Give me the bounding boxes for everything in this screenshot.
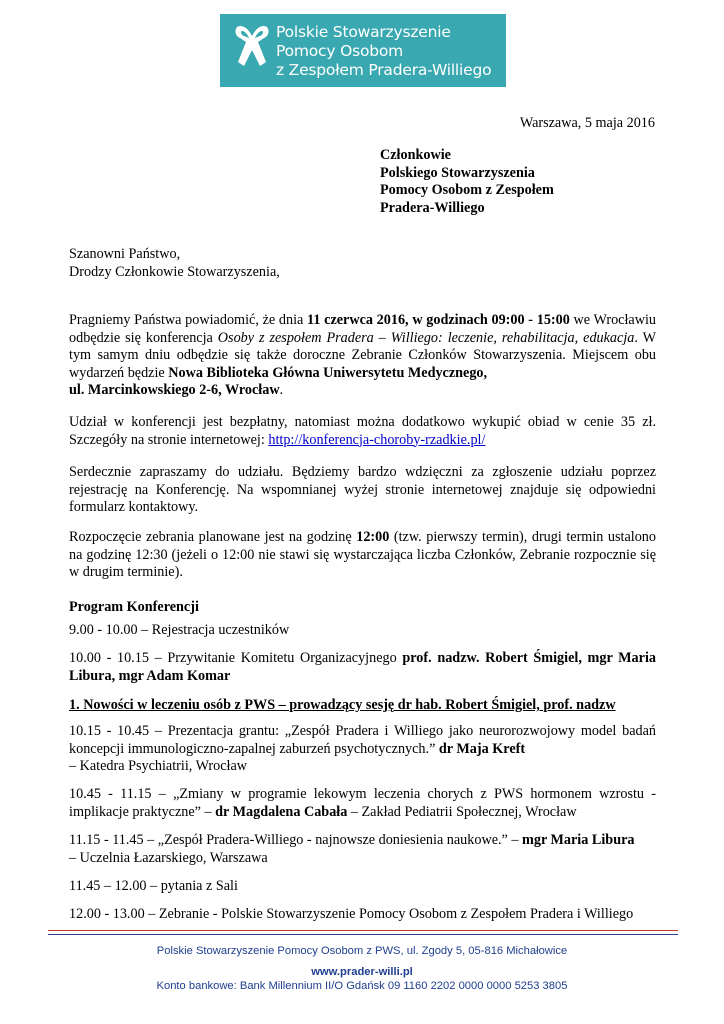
recipient-line: Pradera-Williego [380,199,485,216]
recipient-line: Polskiego Stowarzyszenia [380,164,535,181]
greeting [69,246,280,281]
paragraph-registration: Serdecznie zapraszamy do udziału. Będziemy bardzo wdzięczni za zgłoszenie udziału poprzez rejestrację na Konferencję. Na wspomnianej wyżej stronie internetowej znajduje się odpowiedni formularz kontaktowy. [69,464,656,515]
venue-address: ul. Marcinkowskiego 2-6, Wrocław [69,382,280,398]
text: Udział w konferencji jest bezpłatny, natomiast można dodatkowo wykupić obiad w cenie 35 zł. Szczegóły na stronie internetowej: [69,414,656,448]
footer-website[interactable]: www.prader-willi.pl [311,966,413,978]
speakers: prof. nadzw. Robert Śmigiel, mgr Maria Libura, mgr Adam Komar [69,650,656,684]
recipient-line: Pomocy Osobom z Zespołem [380,182,554,198]
speaker: dr Magdalena Cabała [215,803,348,820]
organization-logo [220,14,506,87]
conference-title: Osoby z zespołem Pradera – Williego: leczenie, rehabilitacja, edukacja [217,329,635,346]
text: Rozpoczęcie zebrania planowane jest na godzinę [69,529,357,545]
program-item: 9.00 - 10.00 – Rejestracja uczestników [69,622,290,638]
text: 11.15 - 11.45 – „Zespół Pradera-Williego - najnowsze doniesienia naukowe.” – [69,832,523,848]
program-item: 11.45 – 12.00 – pytania z Sali [69,878,238,894]
affiliation: – Zakład Pediatrii Społecznej, Wrocław [347,803,577,820]
program-item [69,832,656,867]
recipient-block [380,147,554,217]
text: we Wrocławiu odbędzie się konferencja [69,312,656,346]
text: . [279,382,284,398]
recipient-line: Członkowie [380,147,451,163]
speaker: mgr Maria Libura [522,832,635,848]
logo-line: Polskie Stowarzyszenie [276,23,451,41]
event-date-time: 11 czerwca 2016, w godzinach 09:00 - 15:00 [307,312,570,328]
text: Pragniemy Państwa powiadomić, że dnia [69,312,308,328]
affiliation: – Katedra Psychiatrii, Wrocław [69,758,248,774]
footer-address: Polskie Stowarzyszenie Pomocy Osobom z PWS, ul. Zgody 5, 05-816 Michałowice [156,945,568,957]
logo-text [276,23,491,80]
footer-divider-blue [48,934,678,935]
program-item [69,650,656,685]
meeting-time: 12:00 [356,529,390,545]
text: (tzw. pierwszy termin), drugi termin ustalono na godzinę 12:30 (jeżeli o 12:00 nie stawi się wystarczająca liczba Członków, Zebranie rozpocznie się w drugim terminie). [69,529,656,580]
paragraph-meeting-time [69,529,656,582]
letter-date: Warszawa, 5 maja 2016 [519,115,655,131]
program-item [69,786,656,821]
greeting-line: Szanowni Państwo, [69,246,181,262]
text: 10.00 - 10.15 – Przywitanie Komitetu Organizacyjnego [69,650,403,666]
program-item: 12.00 - 13.00 – Zebranie - Polskie Stowarzyszenie Pomocy Osobom z Zespołem Pradera i Williego [69,906,634,922]
speaker: dr Maja Kreft [438,740,526,757]
text: 10.45 - 11.15 – „Zmiany w programie lekowym leczenia chorych z PWS hormonem wzrostu - implikacje praktyczne” – [69,786,656,820]
session-heading: 1. Nowości w leczeniu osób z PWS – prowadzący sesję dr hab. Robert Śmigiel, prof. nadzw [69,697,616,713]
footer-bank-account: Konto bankowe: Bank Millennium II/O Gdańsk 09 1160 2202 0000 0000 5253 3805 [156,980,568,992]
venue-name: Nowa Biblioteka Główna Uniwersytetu Medycznego, [168,364,488,381]
text: 10.15 - 10.45 – Prezentacja grantu: „Zespół Pradera i Williego jako neurorozwojowy model badań koncepcji immunologiczno-zapalnej zaburzeń psychotycznych.” [69,723,656,757]
conference-website-link[interactable]: http://konferencja-choroby-rzadkie.pl/ [268,431,486,448]
logo-line: z Zespołem Pradera-Williego [276,61,492,79]
text: . W tym samym dniu odbędzie się także doroczne Zebranie Członków Stowarzyszenia. Miejscem obu wydarzeń będzie [69,329,656,381]
program-heading: Program Konferencji [69,599,199,615]
affiliation: – Uczelnia Łazarskiego, Warszawa [69,849,268,866]
paragraph-conference-info [69,312,656,400]
logo-ribbon-icon [232,22,272,72]
paragraph-fees [69,414,656,449]
program-item [69,723,656,776]
logo-line: Pomocy Osobom [276,42,404,60]
footer-divider-red [48,930,678,931]
greeting-line: Drodzy Członkowie Stowarzyszenia, [69,263,280,280]
